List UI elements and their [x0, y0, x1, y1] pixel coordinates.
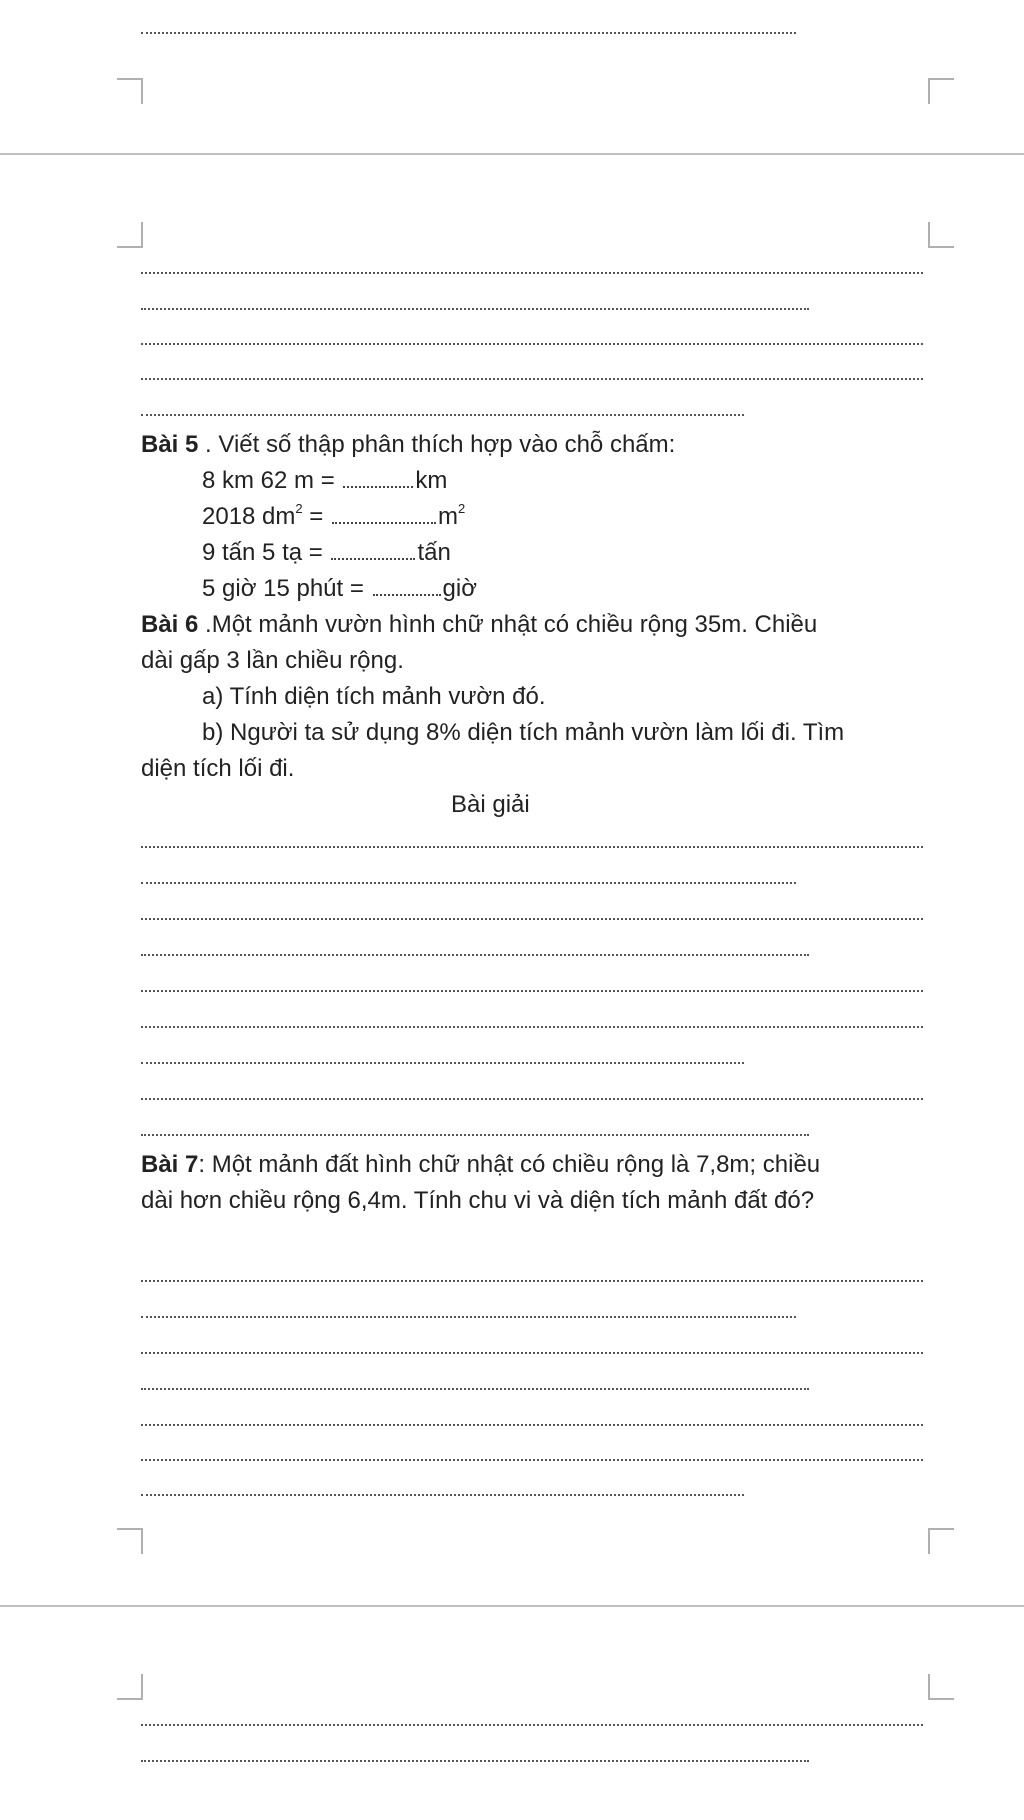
- exercise-6-part-b-line-2: diện tích lối đi.: [141, 755, 295, 782]
- page-separator: [0, 1605, 1024, 1607]
- answer-dotted-line: [141, 414, 744, 416]
- answer-dotted-line: [141, 343, 923, 345]
- answer-dotted-line: [141, 378, 923, 380]
- exercise-6-line-2: dài gấp 3 lần chiều rộng.: [141, 647, 404, 674]
- page-corner-mark: [928, 1674, 954, 1700]
- answer-dotted-line: [141, 846, 923, 848]
- page-corner-mark: [928, 222, 954, 248]
- page-corner-mark: [928, 1528, 954, 1554]
- answer-dotted-line: [141, 918, 923, 920]
- exercise-6-part-a: a) Tính diện tích mảnh vườn đó.: [202, 683, 546, 710]
- answer-dotted-line: [141, 1134, 809, 1136]
- exercise-label: Bài 7: [141, 1151, 199, 1178]
- conversion-left-after: =: [302, 503, 324, 530]
- conversion-unit: m: [438, 503, 458, 530]
- exercise-6-part-b-line-1: b) Người ta sử dụng 8% diện tích mảnh vườn làm lối đi. Tìm: [202, 719, 845, 746]
- page-corner-mark: [928, 78, 954, 104]
- exercise-5-heading: [141, 430, 675, 460]
- answer-dotted-line: [141, 1459, 923, 1461]
- answer-dotted-line: [141, 1026, 923, 1028]
- conversion-unit: giờ: [442, 575, 477, 602]
- conversion-item: [202, 538, 451, 568]
- page-separator: [0, 153, 1024, 155]
- exercise-text: .Một mảnh vườn hình chữ nhật có chiều rộng 35m. Chiều: [198, 611, 818, 638]
- answer-dotted-line: [141, 990, 923, 992]
- answer-blank: [373, 588, 441, 596]
- conversion-left: 2018 dm: [202, 503, 296, 530]
- answer-dotted-line: [141, 1494, 744, 1496]
- answer-dotted-line: [141, 1724, 923, 1726]
- answer-dotted-line: [141, 882, 796, 884]
- answer-dotted-line: [141, 272, 923, 274]
- conversion-unit: tấn: [417, 539, 451, 566]
- conversion-item: [202, 502, 465, 532]
- exercise-6-line-1: [141, 610, 817, 640]
- page-corner-mark: [117, 78, 143, 104]
- page-corner-mark: [117, 222, 143, 248]
- answer-dotted-line: [141, 308, 809, 310]
- conversion-unit: km: [415, 467, 448, 494]
- conversion-item: [202, 574, 477, 604]
- conversion-left: 5 giờ 15 phút =: [202, 575, 364, 602]
- superscript: 2: [295, 501, 303, 516]
- answer-dotted-line: [141, 954, 809, 956]
- exercise-text: : Một mảnh đất hình chữ nhật có chiều rộng là 7,8m; chiều: [198, 1151, 821, 1178]
- answer-blank: [331, 552, 415, 560]
- superscript: 2: [458, 501, 466, 516]
- exercise-label: Bài 5: [141, 431, 199, 458]
- answer-blank: [332, 516, 436, 524]
- exercise-label: Bài 6: [141, 611, 199, 638]
- exercise-7-line-1: [141, 1150, 820, 1180]
- answer-blank: [343, 480, 413, 488]
- answer-dotted-line: [141, 1098, 923, 1100]
- answer-dotted-line: [141, 32, 796, 34]
- answer-dotted-line: [141, 1388, 809, 1390]
- answer-dotted-line: [141, 1352, 923, 1354]
- answer-dotted-line: [141, 1316, 796, 1318]
- solution-heading: Bài giải: [451, 791, 530, 818]
- exercise-7-line-2: dài hơn chiều rộng 6,4m. Tính chu vi và diện tích mảnh đất đó?: [141, 1187, 815, 1214]
- conversion-left: 8 km 62 m =: [202, 467, 335, 494]
- answer-dotted-line: [141, 1760, 809, 1762]
- answer-dotted-line: [141, 1062, 744, 1064]
- conversion-item: [202, 466, 447, 496]
- answer-dotted-line: [141, 1424, 923, 1426]
- page-corner-mark: [117, 1674, 143, 1700]
- page-corner-mark: [117, 1528, 143, 1554]
- exercise-instruction: . Viết số thập phân thích hợp vào chỗ chấm:: [198, 431, 676, 458]
- conversion-left: 9 tấn 5 tạ =: [202, 539, 323, 566]
- answer-dotted-line: [141, 1280, 923, 1282]
